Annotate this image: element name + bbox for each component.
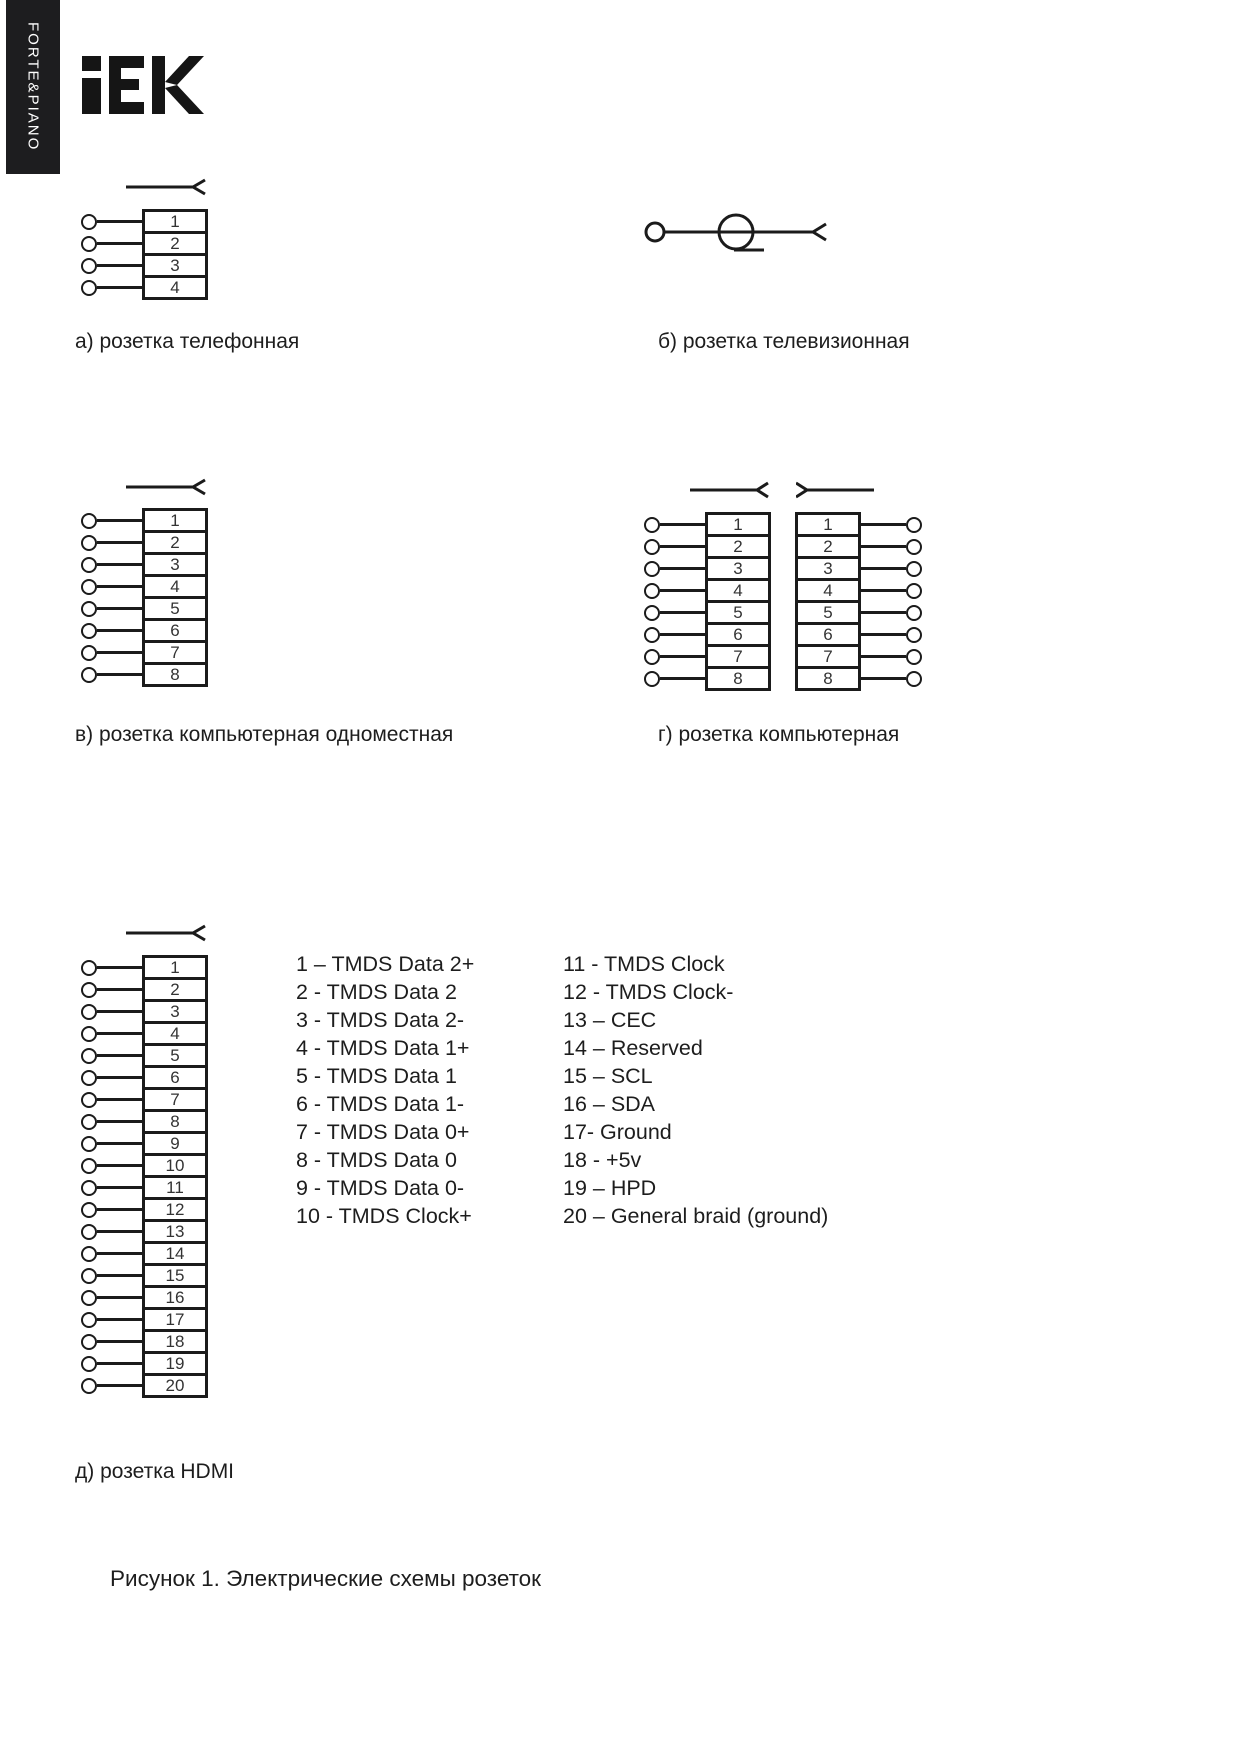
pin-box: 7 bbox=[705, 644, 771, 669]
pin-box: 2 bbox=[142, 530, 208, 555]
plug-arrow-icon bbox=[796, 481, 876, 499]
terminal-circle-icon bbox=[81, 280, 97, 296]
wire-line bbox=[97, 988, 142, 991]
terminal-circle-icon bbox=[81, 1290, 97, 1306]
terminal-circle-icon bbox=[81, 535, 97, 551]
wire-line bbox=[861, 611, 906, 614]
legend-item: 13 – CEC bbox=[563, 1008, 657, 1032]
legend-item: 8 - TMDS Data 0 bbox=[296, 1148, 457, 1172]
wire-line bbox=[861, 545, 906, 548]
pin-box: 3 bbox=[705, 556, 771, 581]
terminal-circle-icon bbox=[81, 982, 97, 998]
wire-line bbox=[97, 1340, 142, 1343]
wire-line bbox=[861, 677, 906, 680]
wire-line bbox=[660, 589, 705, 592]
legend-item: 16 – SDA bbox=[563, 1092, 656, 1116]
pin-box: 15 bbox=[142, 1263, 208, 1288]
wire-line bbox=[660, 655, 705, 658]
terminal-circle-icon bbox=[81, 645, 97, 661]
wire-line bbox=[97, 607, 142, 610]
pin-box: 5 bbox=[705, 600, 771, 625]
wire-line bbox=[660, 611, 705, 614]
pin-box: 1 bbox=[705, 512, 771, 537]
wire-line bbox=[97, 1076, 142, 1079]
terminal-circle-icon bbox=[81, 1158, 97, 1174]
pin-box: 9 bbox=[142, 1131, 208, 1156]
terminal-circle-icon bbox=[81, 667, 97, 683]
terminal-circle-icon bbox=[81, 1048, 97, 1064]
plug-arrow-icon bbox=[126, 478, 206, 496]
terminal-circle-icon bbox=[81, 1180, 97, 1196]
pin-box: 14 bbox=[142, 1241, 208, 1266]
pin-box: 2 bbox=[705, 534, 771, 559]
pin-box: 8 bbox=[142, 662, 208, 687]
wire-line bbox=[97, 1186, 142, 1189]
terminal-circle-icon bbox=[644, 517, 660, 533]
wire-line bbox=[97, 585, 142, 588]
terminal-circle-icon bbox=[81, 1026, 97, 1042]
caption-telephone: а) розетка телефонная bbox=[75, 330, 300, 353]
pin-box: 5 bbox=[142, 1043, 208, 1068]
pin-box: 4 bbox=[142, 275, 208, 300]
pin-box: 3 bbox=[142, 999, 208, 1024]
plug-arrow-icon bbox=[126, 924, 206, 942]
pin-box: 19 bbox=[142, 1351, 208, 1376]
caption-computer-single: в) розетка компьютерная одноместная bbox=[75, 723, 454, 746]
terminal-circle-icon bbox=[644, 627, 660, 643]
legend-item: 1 – TMDS Data 2+ bbox=[296, 952, 475, 976]
pin-box: 6 bbox=[142, 618, 208, 643]
wire-line bbox=[861, 567, 906, 570]
wire-line bbox=[97, 1164, 142, 1167]
wire-line bbox=[97, 519, 142, 522]
terminal-circle-icon bbox=[81, 1312, 97, 1328]
terminal-circle-icon bbox=[644, 583, 660, 599]
connector-computer-single bbox=[81, 508, 208, 687]
wire-line bbox=[97, 966, 142, 969]
legend-item: 9 - TMDS Data 0- bbox=[296, 1176, 465, 1200]
terminal-circle-icon bbox=[81, 1136, 97, 1152]
pin-box: 11 bbox=[142, 1175, 208, 1200]
pin-box: 7 bbox=[795, 644, 861, 669]
pin-box: 4 bbox=[142, 574, 208, 599]
pin-box: 6 bbox=[795, 622, 861, 647]
pin-row bbox=[81, 275, 208, 300]
wire-line bbox=[97, 1274, 142, 1277]
wire-line bbox=[97, 1296, 142, 1299]
terminal-circle-icon bbox=[906, 539, 922, 555]
legend-item: 15 – SCL bbox=[563, 1064, 653, 1088]
hdmi-legend-right bbox=[563, 950, 828, 1230]
hdmi-legend-left bbox=[296, 950, 474, 1230]
wire-line bbox=[660, 677, 705, 680]
terminal-circle-icon bbox=[644, 649, 660, 665]
terminal-circle-icon bbox=[81, 1378, 97, 1394]
pin-box: 8 bbox=[142, 1109, 208, 1134]
terminal-circle-icon bbox=[81, 601, 97, 617]
plug-arrow-icon bbox=[126, 178, 206, 196]
pin-box: 1 bbox=[142, 508, 208, 533]
figure-caption: Рисунок 1. Электрические схемы розеток bbox=[110, 1566, 542, 1591]
terminal-circle-icon bbox=[81, 1070, 97, 1086]
legend-item: 20 – General braid (ground) bbox=[563, 1204, 829, 1228]
pin-box: 4 bbox=[795, 578, 861, 603]
pin-box: 4 bbox=[705, 578, 771, 603]
wire-line bbox=[97, 1208, 142, 1211]
pin-box: 2 bbox=[142, 977, 208, 1002]
iek-logo-icon bbox=[82, 55, 204, 115]
terminal-circle-icon bbox=[644, 671, 660, 687]
terminal-circle-icon bbox=[81, 1114, 97, 1130]
wire-line bbox=[861, 633, 906, 636]
terminal-circle-icon bbox=[81, 1356, 97, 1372]
wire-line bbox=[861, 523, 906, 526]
wire-line bbox=[660, 567, 705, 570]
terminal-circle-icon bbox=[81, 623, 97, 639]
terminal-circle-icon bbox=[81, 513, 97, 529]
terminal-circle-icon bbox=[906, 649, 922, 665]
terminal-circle-icon bbox=[906, 517, 922, 533]
connector-computer-right bbox=[795, 512, 922, 691]
legend-item: 19 – HPD bbox=[563, 1176, 657, 1200]
pin-row bbox=[795, 666, 922, 691]
legend-item: 5 - TMDS Data 1 bbox=[296, 1064, 457, 1088]
pin-box: 10 bbox=[142, 1153, 208, 1178]
connector-hdmi bbox=[81, 955, 208, 1398]
legend-item: 7 - TMDS Data 0+ bbox=[296, 1120, 470, 1144]
pin-box: 7 bbox=[142, 640, 208, 665]
wire-line bbox=[97, 1230, 142, 1233]
terminal-circle-icon bbox=[644, 561, 660, 577]
pin-box: 3 bbox=[142, 552, 208, 577]
terminal-circle-icon bbox=[81, 214, 97, 230]
wire-line bbox=[861, 655, 906, 658]
pin-box: 12 bbox=[142, 1197, 208, 1222]
caption-computer-double: г) розетка компьютерная bbox=[658, 723, 900, 746]
legend-item: 12 - TMDS Clock- bbox=[563, 980, 734, 1004]
pin-box: 3 bbox=[795, 556, 861, 581]
terminal-circle-icon bbox=[906, 561, 922, 577]
wire-line bbox=[97, 1252, 142, 1255]
wire-line bbox=[97, 541, 142, 544]
pin-box: 1 bbox=[142, 955, 208, 980]
pin-box: 2 bbox=[142, 231, 208, 256]
pin-row bbox=[644, 666, 771, 691]
pin-box: 2 bbox=[795, 534, 861, 559]
pin-box: 8 bbox=[795, 666, 861, 691]
legend-item: 14 – Reserved bbox=[563, 1036, 703, 1060]
wire-line bbox=[97, 1032, 142, 1035]
pin-box: 5 bbox=[795, 600, 861, 625]
terminal-circle-icon bbox=[81, 960, 97, 976]
pin-box: 16 bbox=[142, 1285, 208, 1310]
legend-item: 11 - TMDS Clock bbox=[563, 952, 725, 976]
pin-box: 13 bbox=[142, 1219, 208, 1244]
pin-box: 18 bbox=[142, 1329, 208, 1354]
pin-box: 20 bbox=[142, 1373, 208, 1398]
caption-hdmi: д) розетка HDMI bbox=[75, 1460, 235, 1483]
legend-item: 6 - TMDS Data 1- bbox=[296, 1092, 465, 1116]
wire-line bbox=[97, 220, 142, 223]
pin-box: 8 bbox=[705, 666, 771, 691]
wire-line bbox=[97, 264, 142, 267]
legend-item: 17- Ground bbox=[563, 1120, 672, 1144]
wire-line bbox=[97, 1054, 142, 1057]
wire-line bbox=[97, 1098, 142, 1101]
connector-telephone bbox=[81, 209, 208, 300]
wire-line bbox=[97, 563, 142, 566]
wire-line bbox=[97, 1318, 142, 1321]
terminal-circle-icon bbox=[81, 1268, 97, 1284]
wire-line bbox=[97, 1120, 142, 1123]
terminal-circle-icon bbox=[81, 1202, 97, 1218]
terminal-circle-icon bbox=[81, 1092, 97, 1108]
wire-line bbox=[97, 1362, 142, 1365]
wire-line bbox=[97, 673, 142, 676]
wire-line bbox=[97, 651, 142, 654]
wire-line bbox=[97, 286, 142, 289]
wire-line bbox=[660, 545, 705, 548]
tv-socket-symbol-icon bbox=[644, 209, 834, 257]
terminal-circle-icon bbox=[81, 236, 97, 252]
terminal-circle-icon bbox=[81, 579, 97, 595]
terminal-circle-icon bbox=[81, 557, 97, 573]
wire-line bbox=[97, 629, 142, 632]
legend-item: 10 - TMDS Clock+ bbox=[296, 1204, 472, 1228]
terminal-circle-icon bbox=[906, 605, 922, 621]
pin-row bbox=[81, 1373, 208, 1398]
caption-tv: б) розетка телевизионная bbox=[658, 330, 910, 353]
pin-box: 6 bbox=[705, 622, 771, 647]
terminal-circle-icon bbox=[81, 258, 97, 274]
legend-item: 2 - TMDS Data 2 bbox=[296, 980, 457, 1004]
pin-box: 4 bbox=[142, 1021, 208, 1046]
connector-computer-left bbox=[644, 512, 771, 691]
legend-item: 3 - TMDS Data 2- bbox=[296, 1008, 465, 1032]
wire-line bbox=[660, 523, 705, 526]
terminal-circle-icon bbox=[81, 1224, 97, 1240]
terminal-circle-icon bbox=[81, 1246, 97, 1262]
wire-line bbox=[861, 589, 906, 592]
terminal-circle-icon bbox=[81, 1334, 97, 1350]
wire-line bbox=[97, 1384, 142, 1387]
legend-item: 4 - TMDS Data 1+ bbox=[296, 1036, 470, 1060]
pin-row bbox=[81, 662, 208, 687]
terminal-circle-icon bbox=[644, 605, 660, 621]
legend-item: 18 - +5v bbox=[563, 1148, 642, 1172]
pin-box: 5 bbox=[142, 596, 208, 621]
pin-box: 1 bbox=[142, 209, 208, 234]
pin-box: 7 bbox=[142, 1087, 208, 1112]
pin-box: 1 bbox=[795, 512, 861, 537]
pin-box: 6 bbox=[142, 1065, 208, 1090]
pin-box: 3 bbox=[142, 253, 208, 278]
wire-line bbox=[660, 633, 705, 636]
plug-arrow-icon bbox=[690, 481, 770, 499]
terminal-circle-icon bbox=[906, 671, 922, 687]
terminal-circle-icon bbox=[644, 539, 660, 555]
pin-box: 17 bbox=[142, 1307, 208, 1332]
wire-line bbox=[97, 1142, 142, 1145]
terminal-circle-icon bbox=[906, 627, 922, 643]
terminal-circle-icon bbox=[81, 1004, 97, 1020]
brand-side-tab bbox=[6, 0, 60, 174]
wire-line bbox=[97, 1010, 142, 1013]
terminal-circle-icon bbox=[906, 583, 922, 599]
side-tab-label: FORTE&PIANO bbox=[24, 22, 42, 152]
wire-line bbox=[97, 242, 142, 245]
